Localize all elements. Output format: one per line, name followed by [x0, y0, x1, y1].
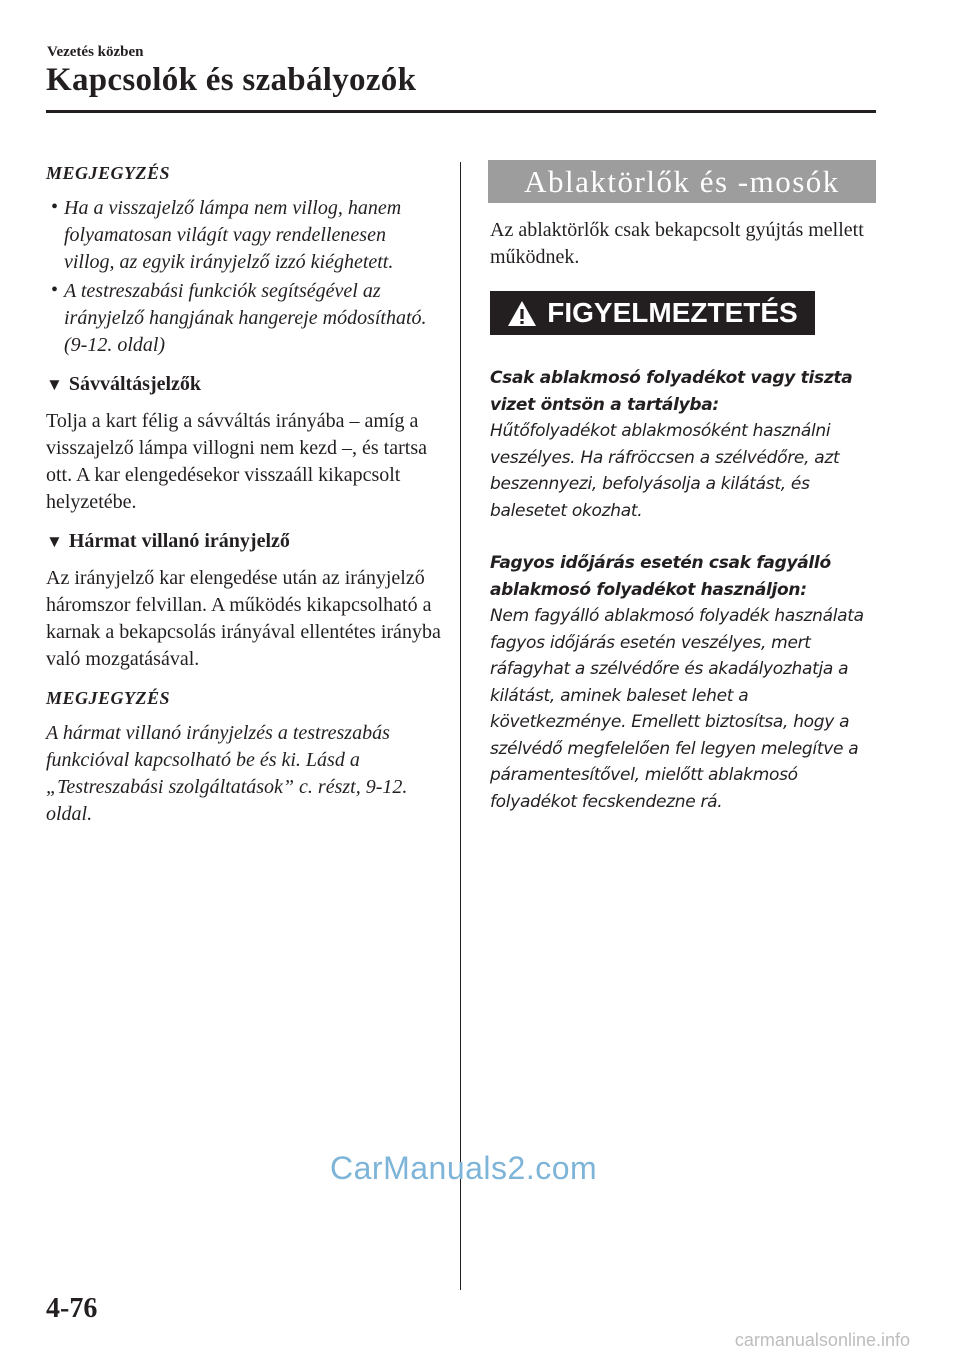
subheading-text: Sávváltásjelzők [68, 373, 202, 395]
warning-triangle-icon [507, 300, 537, 327]
section-banner: Ablaktörlők és -mosók [488, 160, 876, 203]
bullet-icon: • [51, 196, 59, 218]
wiper-intro-paragraph: Az ablaktörlők csak bekapcsolt gyújtás mellett működnek. [490, 219, 864, 268]
triple-flash-paragraph: Az irányjelző kar elengedése után az irányjelző háromszor felvillan. A működés kikapcsolható a karnak a bekapcsolás irányával ellentétes irányba való mozgatásával. [46, 567, 441, 670]
page-number: 4-76 [46, 1293, 98, 1324]
triangle-down-icon: ▼ [46, 532, 63, 551]
watermark: CarManuals2.com [330, 1150, 598, 1186]
page-title: Kapcsolók és szabályozók [46, 62, 417, 98]
warning-block [490, 365, 882, 524]
warning-text: Nem fagyálló ablakmosó folyadék használata fagyos időjárás esetén veszélyes, mert ráfagyhat a szélvédőre és akadályozhatja a kilátást, aminek baleset lehet a következménye. Emellett biztosítsa, hogy a szélvédő megfelelően fel legyen melegítve a páramentesítővel, mielőtt ablakmosó folyadékot fecskendezne rá. [490, 606, 864, 812]
column-divider [460, 162, 461, 1290]
subheading-text: Hármat villanó irányjelző [68, 530, 290, 552]
subheading-lane-change [46, 371, 441, 398]
lane-change-paragraph: Tolja a kart félig a sávváltás irányába – amíg a visszajelző lámpa villogni nem kezd –, és tartsa ott. A kar elengedésekor visszaáll kikapcsolt helyzetébe. [46, 410, 427, 513]
note-bullet-text: A testreszabási funkciók segítségével az irányjelző hangjának hangereje módosítható. (9-12. oldal) [64, 280, 427, 356]
note-heading: MEGJEGYZÉS [46, 688, 171, 708]
note-bullet [46, 278, 441, 359]
triangle-down-icon: ▼ [46, 375, 63, 394]
warning-text: Hűtőfolyadékot ablakmosóként használni veszélyes. Ha ráfröccsen a szélvédőre, azt beszennyezi, befolyásolja a kilátást, és balesetet okozhat. [490, 421, 840, 521]
warning-block [490, 550, 882, 815]
warning-heading: Fagyos időjárás esetén csak fagyálló ablakmosó folyadékot használjon: [490, 553, 831, 600]
note-heading: MEGJEGYZÉS [46, 163, 171, 183]
bullet-icon: • [51, 279, 59, 301]
left-column [46, 160, 441, 828]
note-bullet-text: Ha a visszajelző lámpa nem villog, hanem folyamatosan világít vagy rendellenesen villog, az egyik irányjelző izzó kiéghetett. [64, 197, 402, 273]
warning-label: FIGYELMEZTETÉS [547, 297, 798, 328]
warning-badge [490, 291, 815, 335]
section-label: Vezetés közben [47, 44, 144, 60]
note-bullet [46, 195, 441, 276]
note-paragraph: A hármat villanó irányjelzés a testreszabás funkcióval kapcsolható be és ki. Lásd a „Testreszabási szolgáltatások” c. részt, 9-12. oldal. [46, 722, 408, 825]
note-bullet-list [46, 195, 441, 359]
header-rule [46, 110, 876, 113]
footer-site-mark: carmanualsonline.info [734, 1330, 910, 1350]
warning-heading: Csak ablakmosó folyadékot vagy tiszta vizet öntsön a tartályba: [490, 368, 853, 415]
subheading-triple-flash [46, 528, 441, 555]
right-column [488, 160, 888, 815]
